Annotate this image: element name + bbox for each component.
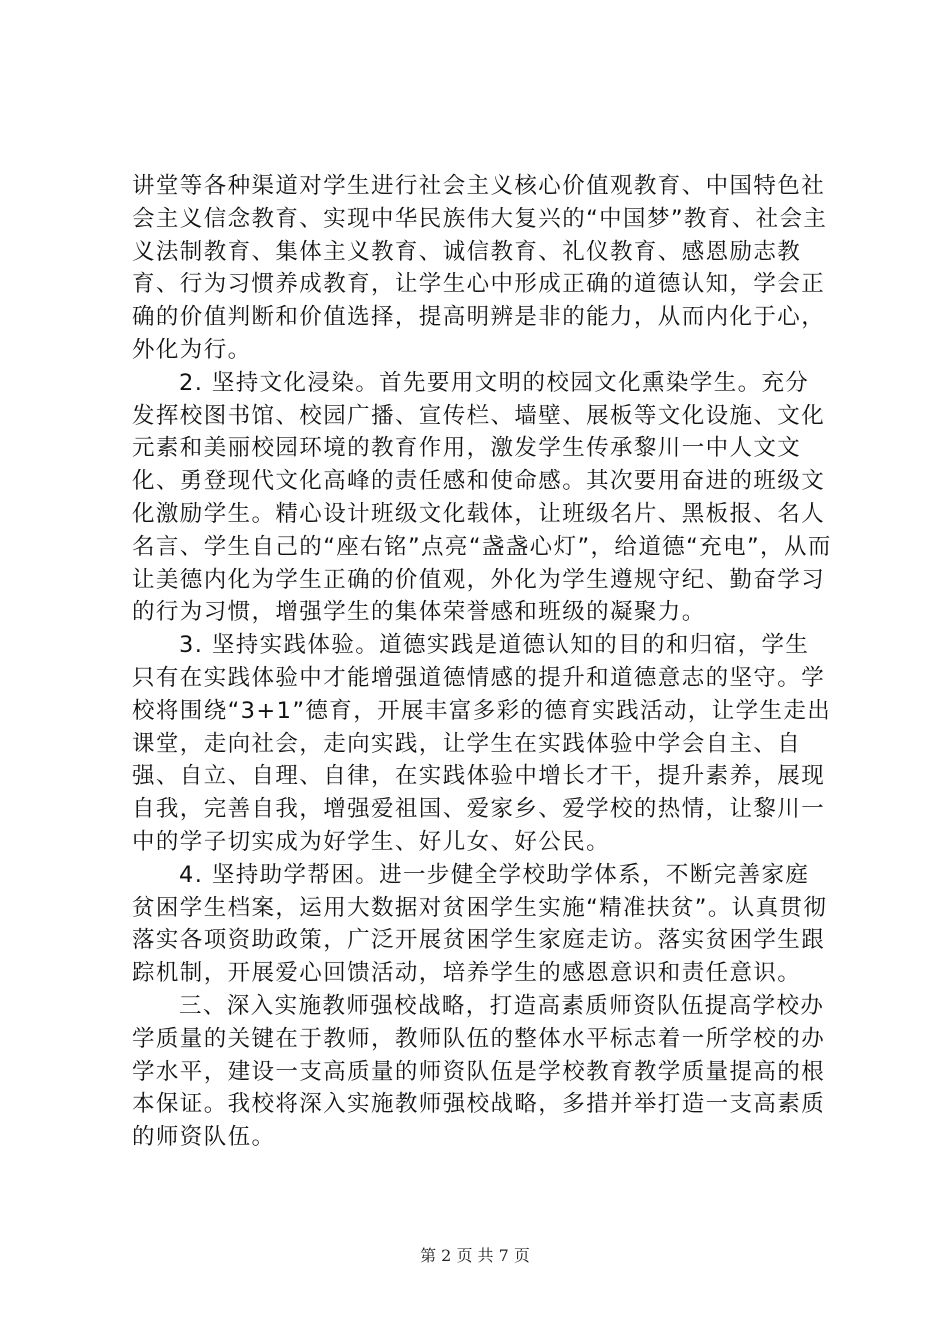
document-body [132,170,832,1154]
paragraph-moral-education-channels: 讲堂等各种渠道对学生进行社会主义核心价值观教育、中国特色社会主义信念教育、实现中华民族伟大复兴的“中国梦”教育、社会主义法制教育、集体主义教育、诚信教育、礼仪教育、感恩励志教育、行为习惯养成教育，让学生心中形成正确的道德认知，学会正确的价值判断和价值选择，提高明辨是非的能力，从而内化于心，外化为行。 [132,173,828,363]
page-number-footer: 第 2 页 共 7 页 [420,1246,530,1265]
paragraph-student-aid: 4. 坚持助学帮困。进一步健全学校助学体系，不断完善家庭贫困学生档案，运用大数据对贫困学生实施“精准扶贫”。认真贯彻落实各项资助政策，广泛开展贫困学生家庭走访。落实贫困学生跟踪机制，开展爱心回馈活动，培养学生的感恩意识和责任意识。 [132,861,828,987]
paragraph-culture-immersion: 2. 坚持文化浸染。首先要用文明的校园文化熏染学生。充分发挥校图书馆、校园广播、宣传栏、墙壁、展板等文化设施、文化元素和美丽校园环境的教育作用，激发学生传承黎川一中人文文化、勇登现代文化高峰的责任感和使命感。其次要用奋进的班级文化激励学生。精心设计班级文化载体，让班级名片、黑板报、名人名言、学生自己的“座右铭”点亮“盏盏心灯”，给道德“充电”，从而让美德内化为学生正确的价值观，外化为学生遵规守纪、勤奋学习的行为习惯，增强学生的集体荣誉感和班级的凝聚力。 [132,369,832,626]
paragraph-teacher-strategy: 三、深入实施教师强校战略，打造高素质师资队伍提高学校办学质量的关键在于教师，教师队伍的整体水平标志着一所学校的办学水平，建设一支高质量的师资队伍是学校教育教学质量提高的根本保证。我校将深入实施教师强校战略，多措并举打造一支高素质的师资队伍。 [132,992,826,1151]
paragraph-practice-experience: 3. 坚持实践体验。道德实践是道德认知的目的和归宿，学生只有在实践体验中才能增强道德情感的提升和道德意志的坚守。学校将围绕“3+1”德育，开展丰富多彩的德育实践活动，让学生走出课堂，走向社会，走向实践，让学生在实践体验中学会自主、自强、自立、自理、自律，在实践体验中增长才干，提升素养，展现自我，完善自我，增强爱祖国、爱家乡、爱学校的热情，让黎川一中的学子切实成为好学生、好儿女、好公民。 [132,632,832,855]
